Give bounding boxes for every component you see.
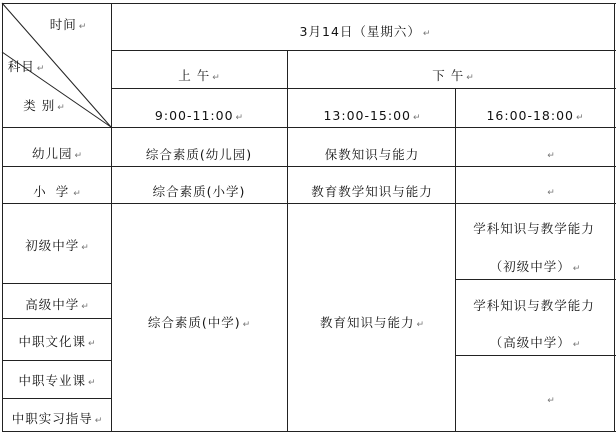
- category-junior-middle: 初级中学 ↵: [25, 238, 89, 253]
- time-slot-2: 13:00-15:00 ↵: [323, 108, 421, 123]
- cell-secondary-morning: 综合素质(中学) ↵: [147, 315, 251, 330]
- cell-primary-afternoon: 教育教学知识与能力: [311, 184, 433, 199]
- cell-secondary-afternoon: 教育知识与能力 ↵: [319, 315, 425, 330]
- header-category-label: 类 别 ↵: [23, 98, 65, 113]
- time-slot-3: 16:00-18:00 ↵: [486, 108, 584, 123]
- cell-primary-morning: 综合素质(小学): [152, 184, 246, 199]
- cell-kindergarten-late: ↵: [547, 151, 555, 161]
- category-vocational-internship: 中职实习指导 ↵: [11, 411, 103, 426]
- period-morning: 上 午 ↵: [178, 68, 220, 83]
- cell-senior-subject-line2: （高级中学） ↵: [489, 335, 581, 350]
- cell-vocational-late: ↵: [547, 396, 555, 406]
- header-time-label: 时间 ↵: [49, 17, 87, 32]
- header-subject-label: 科目 ↵: [7, 59, 45, 74]
- cell-junior-subject-line2: （初级中学） ↵: [489, 259, 581, 274]
- category-vocational-professional: 中职专业课 ↵: [18, 373, 96, 388]
- exam-date: 3月14日（星期六） ↵: [299, 24, 431, 39]
- category-senior-middle: 高级中学 ↵: [25, 297, 89, 312]
- period-afternoon: 下 午 ↵: [432, 68, 474, 83]
- cell-primary-late: ↵: [547, 188, 555, 198]
- cell-senior-subject-line1: 学科知识与教学能力: [473, 298, 595, 313]
- cell-kindergarten-afternoon: 保教知识与能力: [324, 147, 420, 162]
- category-kindergarten: 幼儿园 ↵: [31, 146, 83, 161]
- category-primary: 小 学 ↵: [33, 184, 81, 199]
- time-slot-1: 9:00-11:00 ↵: [154, 108, 244, 123]
- category-vocational-culture: 中职文化课 ↵: [18, 334, 96, 349]
- cell-kindergarten-morning: 综合素质(幼儿园): [145, 147, 253, 162]
- cell-junior-subject-line1: 学科知识与教学能力: [473, 221, 595, 236]
